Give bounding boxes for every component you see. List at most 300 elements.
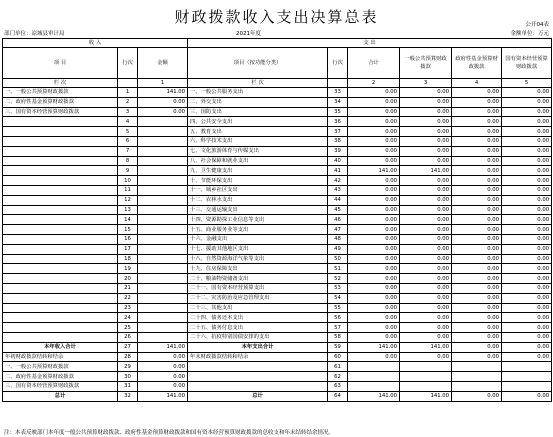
- income-amount: 0.00: [138, 381, 188, 391]
- expense-total: 0.00: [348, 215, 400, 225]
- income-amount: [138, 323, 188, 333]
- income-amount: [138, 254, 188, 264]
- income-row-no: 27: [118, 342, 138, 352]
- expense-fund: 0.00: [452, 332, 502, 342]
- expense-fund: 0.00: [452, 303, 502, 313]
- state-header: 国有资本经营预算财政拨款: [502, 48, 552, 79]
- income-row-no: 10: [118, 176, 138, 186]
- income-row-no: 19: [118, 264, 138, 274]
- expense-state: 0.00: [502, 293, 552, 303]
- expense-state: 0.00: [502, 166, 552, 176]
- table-row: [3, 274, 552, 284]
- expense-state: 0.00: [502, 136, 552, 146]
- income-amount: [138, 234, 188, 244]
- expense-item: 十八、自然资源海洋气象等支出: [188, 254, 328, 264]
- expense-general: [400, 362, 452, 372]
- expense-fund: 0.00: [452, 136, 502, 146]
- expense-row-no: 39: [328, 146, 348, 156]
- expense-general: 0.00: [400, 332, 452, 342]
- expense-general: 0.00: [400, 283, 452, 293]
- expense-row-no: 40: [328, 156, 348, 166]
- income-row-no: 21: [118, 283, 138, 293]
- income-item: [3, 166, 118, 176]
- income-amount: [138, 176, 188, 186]
- expense-total: [348, 372, 400, 382]
- income-item: [3, 117, 118, 127]
- footnote: 注：本表反映部门本年度一般公共预算财政拨款、政府性基金预算财政拨款和国有资本经营预算财政拨款的总收支和年末结转结余情况。: [4, 430, 335, 436]
- table-row: [3, 264, 552, 274]
- expense-general: 0.00: [400, 254, 452, 264]
- expense-total: 0.00: [348, 117, 400, 127]
- expense-total: 0.00: [348, 225, 400, 235]
- expense-general: 0.00: [400, 136, 452, 146]
- income-amount: [138, 332, 188, 342]
- income-amount: 141.00: [138, 342, 188, 352]
- income-amount: [138, 293, 188, 303]
- expense-state: 0.00: [502, 313, 552, 323]
- income-amount: [138, 303, 188, 313]
- table-row: [3, 97, 552, 107]
- expense-total: 141.00: [348, 342, 400, 352]
- income-row-no: 15: [118, 225, 138, 235]
- expense-total: 0.00: [348, 88, 400, 98]
- income-amount: 0.00: [138, 372, 188, 382]
- table-row: [3, 107, 552, 117]
- expense-fund: 0.00: [452, 264, 502, 274]
- income-item: [3, 254, 118, 264]
- expense-fund: 0.00: [452, 176, 502, 186]
- income-row-no: 25: [118, 323, 138, 333]
- expense-fund: 0.00: [452, 117, 502, 127]
- fund-header: 政府性基金预算财政拨款: [452, 48, 502, 79]
- expense-fund: 0.00: [452, 293, 502, 303]
- expense-general: 0.00: [400, 88, 452, 98]
- income-item: [3, 303, 118, 313]
- expense-row-no: 42: [328, 176, 348, 186]
- table-row: [3, 332, 552, 342]
- expense-row-no: 56: [328, 313, 348, 323]
- expense-fund: 0.00: [452, 205, 502, 215]
- income-row-no: 28: [118, 352, 138, 362]
- income-item: [3, 136, 118, 146]
- expense-state: 0.00: [502, 117, 552, 127]
- expense-state: [502, 381, 552, 391]
- expense-general: 0.00: [400, 234, 452, 244]
- expense-total: 0.00: [348, 195, 400, 205]
- table-row: [3, 342, 552, 352]
- income-row-no: 17: [118, 244, 138, 254]
- table-row: [3, 372, 552, 382]
- expense-state: 0.00: [502, 176, 552, 186]
- expense-state: 0.00: [502, 264, 552, 274]
- expense-state: 0.00: [502, 234, 552, 244]
- expense-general: 141.00: [400, 166, 452, 176]
- expense-state: 0.00: [502, 97, 552, 107]
- expense-item: 二十四、债务还本支出: [188, 313, 328, 323]
- income-amount: 0.00: [138, 97, 188, 107]
- expense-fund: 0.00: [452, 244, 502, 254]
- income-row-no: 3: [118, 107, 138, 117]
- expense-item: 一、一般公共服务支出: [188, 88, 328, 98]
- table-row: [3, 136, 552, 146]
- income-amount: 0.00: [138, 107, 188, 117]
- expense-general: 0.00: [400, 195, 452, 205]
- expense-total: 0.00: [348, 303, 400, 313]
- expense-state: 0.00: [502, 215, 552, 225]
- col-num-2: 2: [348, 79, 400, 88]
- income-amount: [138, 136, 188, 146]
- income-amount: 141.00: [138, 88, 188, 98]
- expense-general: 0.00: [400, 225, 452, 235]
- form-code: 公开04表: [525, 22, 549, 28]
- income-item: [3, 283, 118, 293]
- general-header: 一般公共预算财政拨款: [400, 48, 452, 79]
- expense-fund: 0.00: [452, 185, 502, 195]
- income-amount: [138, 313, 188, 323]
- expense-state: 0.00: [502, 352, 552, 362]
- expense-row-no: 37: [328, 127, 348, 137]
- expense-item: 十、节能环保支出: [188, 176, 328, 186]
- expense-item: 二十五、债务付息支出: [188, 323, 328, 333]
- expense-total: 0.00: [348, 254, 400, 264]
- expense-state: [502, 372, 552, 382]
- income-row-no: 13: [118, 205, 138, 215]
- table-row: [3, 225, 552, 235]
- expense-item: [188, 381, 328, 391]
- expense-fund: 0.00: [452, 107, 502, 117]
- table-row: [3, 323, 552, 333]
- col-num-4: 4: [452, 79, 502, 88]
- income-item: [3, 215, 118, 225]
- expense-general: 0.00: [400, 117, 452, 127]
- income-item: [3, 156, 118, 166]
- expense-row-no: 45: [328, 205, 348, 215]
- income-row-no: 11: [118, 185, 138, 195]
- income-amount: [138, 215, 188, 225]
- table-row: [3, 362, 552, 372]
- expense-state: 0.00: [502, 127, 552, 137]
- income-row-no: 12: [118, 195, 138, 205]
- income-item: [3, 185, 118, 195]
- income-row-no: 8: [118, 156, 138, 166]
- expense-row-no: 64: [328, 391, 348, 401]
- table-row: [3, 244, 552, 254]
- expense-state: 0.00: [502, 254, 552, 264]
- expense-fund: 0.00: [452, 254, 502, 264]
- income-item: [3, 127, 118, 137]
- expense-fund: 0.00: [452, 195, 502, 205]
- income-row-no: 5: [118, 127, 138, 137]
- expense-row-no: 35: [328, 107, 348, 117]
- income-item: [3, 274, 118, 284]
- expense-row-no: 54: [328, 293, 348, 303]
- expense-general: 0.00: [400, 146, 452, 156]
- income-row-no: 23: [118, 303, 138, 313]
- expense-fund: 0.00: [452, 166, 502, 176]
- expense-item: 十四、资源勘探工业信息等支出: [188, 215, 328, 225]
- income-item: 二、政府性基金预算财政拨款: [3, 97, 118, 107]
- income-row-no: 7: [118, 146, 138, 156]
- income-amount: [138, 127, 188, 137]
- expense-state: 0.00: [502, 88, 552, 98]
- money-unit: 金额单位：万元: [510, 31, 549, 37]
- expense-row-no: 49: [328, 244, 348, 254]
- expense-state: 0.00: [502, 146, 552, 156]
- expense-general: 0.00: [400, 244, 452, 254]
- expense-state: 0.00: [502, 225, 552, 235]
- expense-general: 0.00: [400, 127, 452, 137]
- income-item: [3, 195, 118, 205]
- expense-total: [348, 381, 400, 391]
- expense-item: 二十二、灾害防治及应急管理支出: [188, 293, 328, 303]
- expense-fund: 0.00: [452, 342, 502, 352]
- income-row-no: 24: [118, 313, 138, 323]
- expense-total: 0.00: [348, 283, 400, 293]
- income-item: [3, 313, 118, 323]
- expense-state: 0.00: [502, 185, 552, 195]
- expense-general: 0.00: [400, 293, 452, 303]
- expense-fund: [452, 362, 502, 372]
- expense-item: 十三、交通运输支出: [188, 205, 328, 215]
- income-item: 三、国有资本经营预算财政拨款: [3, 381, 118, 391]
- expense-general: 0.00: [400, 264, 452, 274]
- expense-item: 四、公共安全支出: [188, 117, 328, 127]
- table-row: [3, 166, 552, 176]
- income-row-no: 16: [118, 234, 138, 244]
- expense-item: 十二、农林水支出: [188, 195, 328, 205]
- expense-total: [348, 362, 400, 372]
- income-amount: [138, 225, 188, 235]
- expense-general: 0.00: [400, 323, 452, 333]
- expense-fund: 0.00: [452, 323, 502, 333]
- income-amount: [138, 117, 188, 127]
- expense-row-no: 38: [328, 136, 348, 146]
- expense-row-no: 55: [328, 303, 348, 313]
- expense-state: 0.00: [502, 274, 552, 284]
- exp-row-no-header: 行次: [328, 48, 348, 79]
- row-no-header: 行次: [118, 48, 138, 79]
- expense-total: 0.00: [348, 127, 400, 137]
- expense-total: 0.00: [348, 264, 400, 274]
- expense-state: 0.00: [502, 323, 552, 333]
- income-item: 一、一般公共预算财政拨款: [3, 88, 118, 98]
- expense-item: 二十三、其他支出: [188, 303, 328, 313]
- col-tag-right: 栏 次: [188, 79, 328, 88]
- report-title: 财政拨款收入支出决算总表: [174, 8, 379, 26]
- expense-fund: 0.00: [452, 274, 502, 284]
- expense-row-no: 59: [328, 342, 348, 352]
- expense-row-no: 60: [328, 352, 348, 362]
- expense-state: 0.00: [502, 205, 552, 215]
- expense-fund: 0.00: [452, 352, 502, 362]
- unit-label: 部门单位：凉城县审计局: [4, 31, 65, 37]
- income-item: [3, 176, 118, 186]
- income-row-no: 20: [118, 274, 138, 284]
- expense-total: 0.00: [348, 107, 400, 117]
- expense-item: 十一、城乡社区支出: [188, 185, 328, 195]
- expense-general: 141.00: [400, 342, 452, 352]
- expense-row-no: 44: [328, 195, 348, 205]
- expense-item: 三、国防支出: [188, 107, 328, 117]
- expense-general: 0.00: [400, 107, 452, 117]
- income-item: [3, 293, 118, 303]
- col-num-3: 3: [400, 79, 452, 88]
- income-item: 年初财政拨款结转和结余: [3, 352, 118, 362]
- income-item: 本年收入合计: [3, 342, 118, 352]
- income-amount: 0.00: [138, 362, 188, 372]
- income-item: [3, 332, 118, 342]
- expense-general: 0.00: [400, 185, 452, 195]
- income-amount: [138, 146, 188, 156]
- expense-total: 0.00: [348, 352, 400, 362]
- expense-state: 0.00: [502, 156, 552, 166]
- income-item: [3, 323, 118, 333]
- expense-general: 0.00: [400, 352, 452, 362]
- expense-state: 0.00: [502, 283, 552, 293]
- income-row-no: 2: [118, 97, 138, 107]
- income-item: [3, 146, 118, 156]
- total-header: 合计: [348, 48, 400, 79]
- income-amount: 141.00: [138, 391, 188, 401]
- expense-state: 0.00: [502, 244, 552, 254]
- expense-general: 0.00: [400, 156, 452, 166]
- table-row: [3, 313, 552, 323]
- expense-fund: 0.00: [452, 146, 502, 156]
- expense-total: 0.00: [348, 136, 400, 146]
- expense-fund: 0.00: [452, 215, 502, 225]
- income-row-no: 32: [118, 391, 138, 401]
- income-item: 一、一般公共预算财政拨款: [3, 362, 118, 372]
- expense-row-no: 34: [328, 97, 348, 107]
- expense-item: [188, 372, 328, 382]
- table-row: [3, 303, 552, 313]
- expense-state: [502, 362, 552, 372]
- expense-total: 141.00: [348, 391, 400, 401]
- expense-row-no: 50: [328, 254, 348, 264]
- expense-item: 总计: [188, 391, 328, 401]
- table-row: [3, 127, 552, 137]
- table-row: [3, 156, 552, 166]
- expense-state: 0.00: [502, 332, 552, 342]
- income-row-no: 31: [118, 381, 138, 391]
- income-item: [3, 244, 118, 254]
- expense-general: 141.00: [400, 391, 452, 401]
- expense-item: 二、外交支出: [188, 97, 328, 107]
- income-amount: [138, 274, 188, 284]
- expense-general: [400, 372, 452, 382]
- table-row: [3, 352, 552, 362]
- expense-total: 0.00: [348, 97, 400, 107]
- expense-total: 0.00: [348, 332, 400, 342]
- income-amount: [138, 156, 188, 166]
- report-year: 2021年度: [236, 31, 261, 37]
- income-item: [3, 264, 118, 274]
- expense-total: 0.00: [348, 274, 400, 284]
- table-row: [3, 195, 552, 205]
- expense-fund: [452, 372, 502, 382]
- income-item: [3, 234, 118, 244]
- income-amount: [138, 195, 188, 205]
- expense-fund: 0.00: [452, 127, 502, 137]
- table-row: [3, 381, 552, 391]
- income-row-no: 9: [118, 166, 138, 176]
- income-item: [3, 225, 118, 235]
- expense-general: 0.00: [400, 215, 452, 225]
- expense-item: 年末财政拨款结转和结余: [188, 352, 328, 362]
- expense-item: 六、科学技术支出: [188, 136, 328, 146]
- expense-item: 九、卫生健康支出: [188, 166, 328, 176]
- expense-row-no: 52: [328, 274, 348, 284]
- expense-item: [188, 362, 328, 372]
- expense-total: 0.00: [348, 323, 400, 333]
- expense-fund: [452, 381, 502, 391]
- expense-total: 0.00: [348, 313, 400, 323]
- expense-general: 0.00: [400, 205, 452, 215]
- expense-item: 十六、金融支出: [188, 234, 328, 244]
- expense-row-no: 63: [328, 381, 348, 391]
- expense-row-no: 53: [328, 283, 348, 293]
- expense-total: 0.00: [348, 244, 400, 254]
- col-tag-left: 栏 次: [3, 79, 118, 88]
- income-row-no: 18: [118, 254, 138, 264]
- expense-item: 二十一、国有资本经营预算支出: [188, 283, 328, 293]
- item-header: 项 目: [3, 48, 118, 79]
- expense-state: 0.00: [502, 195, 552, 205]
- expense-fund: 0.00: [452, 234, 502, 244]
- income-row-no: 4: [118, 117, 138, 127]
- expense-item: 十九、住房保障支出: [188, 264, 328, 274]
- table-row: [3, 391, 552, 401]
- income-header: 收 入: [3, 39, 188, 48]
- income-row-no: 26: [118, 332, 138, 342]
- expense-row-no: 47: [328, 225, 348, 235]
- expense-general: 0.00: [400, 313, 452, 323]
- table-row: [3, 283, 552, 293]
- expense-row-no: 58: [328, 332, 348, 342]
- expense-general: 0.00: [400, 176, 452, 186]
- income-row-no: 1: [118, 88, 138, 98]
- income-item: 总计: [3, 391, 118, 401]
- expense-fund: 0.00: [452, 313, 502, 323]
- table-row: [3, 185, 552, 195]
- expense-total: 141.00: [348, 166, 400, 176]
- expense-general: [400, 381, 452, 391]
- income-amount: [138, 166, 188, 176]
- expense-fund: 0.00: [452, 225, 502, 235]
- col-num-5: 5: [502, 79, 552, 88]
- expense-item: 五、教育支出: [188, 127, 328, 137]
- table-row: [3, 293, 552, 303]
- expense-row-no: 62: [328, 372, 348, 382]
- expense-row-no: 51: [328, 264, 348, 274]
- income-row-no: 29: [118, 362, 138, 372]
- expense-fund: 0.00: [452, 391, 502, 401]
- income-row-no: 14: [118, 215, 138, 225]
- finance-table: [2, 38, 552, 402]
- expense-fund: 0.00: [452, 156, 502, 166]
- expense-total: 0.00: [348, 293, 400, 303]
- expense-total: 0.00: [348, 146, 400, 156]
- table-row: [3, 117, 552, 127]
- expense-general: 0.00: [400, 97, 452, 107]
- expense-item: 二十、粮油物资储备支出: [188, 274, 328, 284]
- expense-total: 0.00: [348, 205, 400, 215]
- table-row: [3, 176, 552, 186]
- expense-item: 二十六、抗疫特别国债安排的支出: [188, 332, 328, 342]
- income-item: 三、国有资本经营预算财政拨款: [3, 107, 118, 117]
- expense-item: 十五、商业服务业等支出: [188, 225, 328, 235]
- income-amount: [138, 185, 188, 195]
